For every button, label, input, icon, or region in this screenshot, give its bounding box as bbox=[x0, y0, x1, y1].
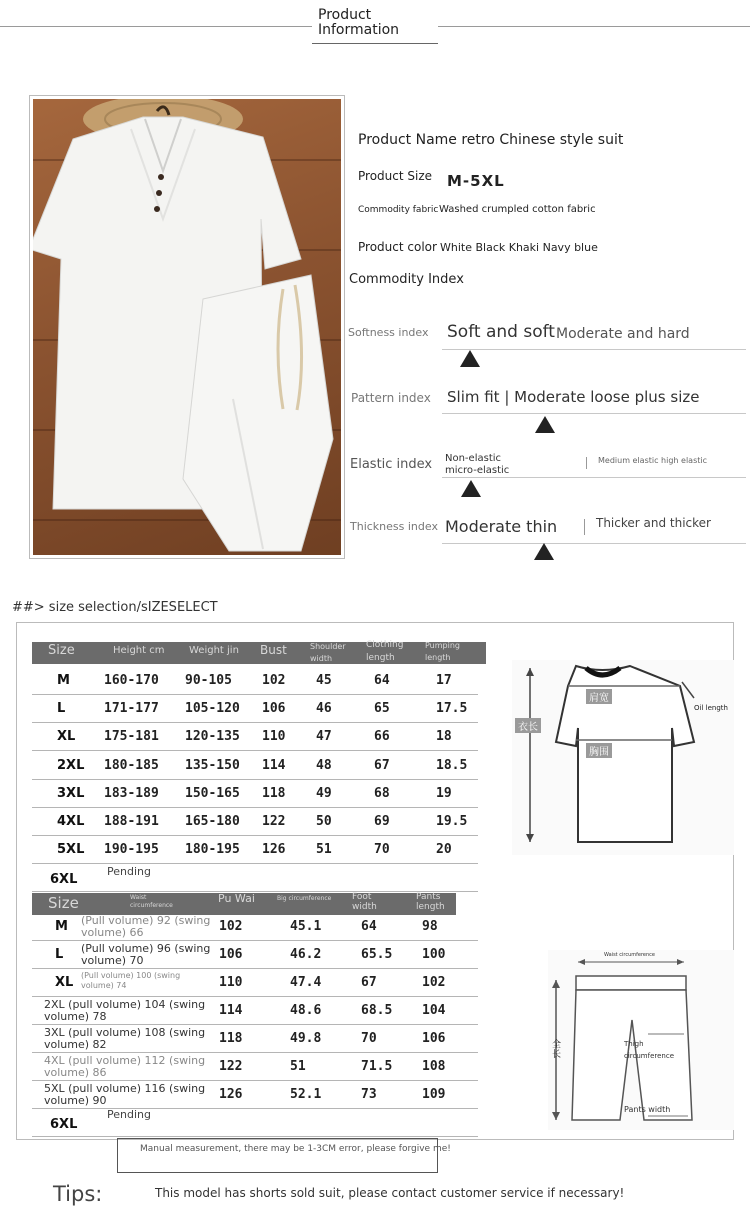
product-size-label: Product Size bbox=[358, 169, 433, 183]
shirt-cell: 175-181 bbox=[104, 729, 159, 745]
pants-pull-volume: (Pull volume) 96 (swing volume) 70 bbox=[81, 942, 211, 967]
table-row-divider bbox=[32, 750, 478, 751]
shirt-cell: 183-189 bbox=[104, 785, 159, 801]
table-row-divider bbox=[32, 779, 478, 780]
elastic-index-label: Elastic index bbox=[350, 457, 433, 472]
pants-cell-len: 108 bbox=[422, 1059, 446, 1074]
shirt-cell: 180-195 bbox=[185, 842, 240, 858]
shirt-row-size: 4XL bbox=[57, 814, 85, 829]
shirt-cell: 165-180 bbox=[185, 814, 240, 829]
pants-length-label: 全长 bbox=[552, 1040, 562, 1060]
shirt-6xl-pending: Pending bbox=[107, 865, 151, 878]
pants-row-size: L bbox=[55, 947, 64, 962]
elastic-scale bbox=[442, 477, 746, 478]
pants-row-size: XL bbox=[55, 975, 74, 990]
pants-cell-len: 100 bbox=[422, 947, 446, 962]
elastic-right: Medium elastic high elastic bbox=[598, 456, 708, 465]
fabric-value: Washed crumpled cotton fabric bbox=[439, 204, 596, 215]
pants-cell-big: 45.1 bbox=[290, 919, 322, 934]
pants-cell-foot: 71.5 bbox=[361, 1059, 393, 1074]
pattern-marker bbox=[535, 416, 555, 433]
product-name: Product Name retro Chinese style suit bbox=[358, 132, 624, 148]
shirt-cell: 150-165 bbox=[185, 785, 240, 801]
th-bust: Bust bbox=[260, 643, 287, 657]
pth-size: Size bbox=[48, 894, 79, 912]
pants-cell-big: 47.4 bbox=[290, 975, 322, 990]
pth-puwai: Pu Wai bbox=[218, 892, 255, 905]
product-size-value: M-5XL bbox=[447, 172, 505, 190]
shirt-cell: 171-177 bbox=[104, 701, 159, 717]
shirt-cell: 105-120 bbox=[185, 701, 240, 717]
th-size: Size bbox=[48, 643, 75, 658]
shirt-cell: 45 bbox=[316, 673, 332, 688]
shirt-cell: 19.5 bbox=[436, 814, 468, 829]
shirt-diagram bbox=[512, 660, 734, 855]
shirt-cell: 102 bbox=[262, 673, 286, 688]
table-row-divider bbox=[32, 940, 478, 941]
thickness-divider bbox=[584, 519, 585, 535]
table-row-divider bbox=[32, 694, 478, 695]
softness-left: Soft and soft bbox=[447, 322, 555, 342]
pants-cell-pw: 102 bbox=[219, 919, 243, 934]
shirt-row-size: XL bbox=[57, 729, 76, 745]
shirt-cell: 17.5 bbox=[436, 701, 468, 717]
shirt-cell: 120-135 bbox=[185, 729, 240, 745]
pants-pull-volume: 4XL (pull volume) 112 (swing volume) 86 bbox=[44, 1054, 206, 1079]
shirt-cell: 51 bbox=[316, 842, 332, 858]
table-row-divider bbox=[32, 807, 478, 808]
shirt-row-size: 2XL bbox=[57, 757, 85, 773]
color-label: Product color bbox=[358, 240, 437, 254]
pants-cell-big: 51 bbox=[290, 1059, 306, 1074]
pants-cell-len: 102 bbox=[422, 975, 446, 990]
table-row-divider bbox=[32, 968, 478, 969]
thickness-index-label: Thickness index bbox=[350, 520, 438, 533]
pattern-text: Slim fit | Moderate loose plus size bbox=[447, 388, 700, 406]
page-title: Product Information bbox=[318, 7, 400, 38]
shirt-cell: 122 bbox=[262, 814, 286, 829]
shirt-cell: 65 bbox=[374, 701, 390, 717]
pants-cell-foot: 73 bbox=[361, 1087, 377, 1102]
th-shoulder: Shoulder width bbox=[310, 642, 346, 663]
pants-cell-pw: 106 bbox=[219, 947, 243, 962]
shirt-cell: 135-150 bbox=[185, 757, 240, 773]
header-line-right bbox=[438, 26, 750, 27]
elastic-left: Non-elastic micro-elastic bbox=[445, 453, 510, 476]
pth-big: Big circumference bbox=[277, 895, 332, 902]
shirt-cell: 48 bbox=[316, 757, 332, 773]
pants-cell-len: 98 bbox=[422, 919, 438, 934]
pants-cell-len: 109 bbox=[422, 1087, 446, 1102]
commodity-index-title: Commodity Index bbox=[349, 272, 464, 287]
size-selection-heading: ##> size selection/sIZESELECT bbox=[12, 600, 218, 615]
shirt-cell: 126 bbox=[262, 842, 286, 858]
pth-foot: Foot width bbox=[352, 892, 377, 912]
thickness-left: Moderate thin bbox=[445, 517, 558, 536]
pants-cell-pw: 122 bbox=[219, 1059, 243, 1074]
shirt-row-size: M bbox=[57, 673, 70, 688]
table-row-divider bbox=[32, 1024, 478, 1025]
shirt-cell: 20 bbox=[436, 842, 452, 858]
pants-cell-big: 52.1 bbox=[290, 1087, 322, 1102]
pants-cell-foot: 67 bbox=[361, 975, 377, 990]
shirt-cell: 90-105 bbox=[185, 673, 232, 688]
color-value: White Black Khaki Navy blue bbox=[440, 241, 598, 254]
pants-cell-pw: 126 bbox=[219, 1087, 243, 1102]
pants-pull-volume: 2XL (pull volume) 104 (swing volume) 78 bbox=[44, 998, 206, 1023]
shirt-cell: 50 bbox=[316, 814, 332, 829]
pants-cell-len: 104 bbox=[422, 1003, 446, 1018]
table-row-divider bbox=[32, 835, 478, 836]
pants-pull-volume: 5XL (pull volume) 116 (swing volume) 90 bbox=[44, 1082, 206, 1107]
table-row-divider bbox=[32, 1052, 478, 1053]
elastic-divider bbox=[586, 457, 587, 469]
table-row-divider bbox=[32, 863, 478, 864]
shirt-size-6xl: 6XL bbox=[50, 872, 78, 887]
pants-cell-pw: 114 bbox=[219, 1003, 243, 1018]
softness-index-label: Softness index bbox=[348, 326, 429, 339]
softness-scale bbox=[442, 349, 746, 350]
th-pumping-length: Pumping length bbox=[425, 641, 460, 662]
pattern-index-label: Pattern index bbox=[351, 391, 431, 405]
shirt-cell: 68 bbox=[374, 785, 390, 801]
thickness-scale bbox=[442, 543, 746, 544]
table-row-divider bbox=[32, 996, 478, 997]
pants-table-bottom bbox=[32, 1136, 478, 1137]
pants-pull-volume: 3XL (pull volume) 108 (swing volume) 82 bbox=[44, 1026, 206, 1051]
pants-cell-len: 106 bbox=[422, 1031, 446, 1046]
shirt-cell: 188-191 bbox=[104, 814, 159, 829]
shirt-cell: 180-185 bbox=[104, 757, 159, 773]
measurement-note: Manual measurement, there may be 1-3CM error, please forgive me! bbox=[140, 1144, 451, 1154]
pants-row-size: M bbox=[55, 919, 68, 934]
shirt-cell: 17 bbox=[436, 673, 452, 688]
pants-cell-foot: 70 bbox=[361, 1031, 377, 1046]
tips-label: Tips: bbox=[53, 1182, 103, 1206]
shirt-length-label: 衣长 bbox=[515, 718, 541, 733]
shirt-cell: 70 bbox=[374, 842, 390, 858]
pants-cell-big: 48.6 bbox=[290, 1003, 322, 1018]
shirt-chest-label: 胸围 bbox=[586, 743, 612, 758]
th-clothing-length: Clothing length bbox=[366, 640, 404, 663]
th-weight: Weight jin bbox=[189, 645, 239, 656]
shirt-row-size: 5XL bbox=[57, 842, 85, 858]
pants-cell-big: 49.8 bbox=[290, 1031, 322, 1046]
shirt-cell: 114 bbox=[262, 757, 286, 773]
pants-cell-pw: 118 bbox=[219, 1031, 243, 1046]
pants-thigh-label: Thigh circumference bbox=[624, 1040, 675, 1060]
thickness-marker bbox=[534, 543, 554, 560]
fabric-label: Commodity fabric bbox=[358, 205, 439, 215]
pth-length: Pants length bbox=[416, 892, 445, 912]
softness-marker bbox=[460, 350, 480, 367]
pants-cell-foot: 68.5 bbox=[361, 1003, 393, 1018]
shirt-cell: 64 bbox=[374, 673, 390, 688]
pants-size-6xl: 6XL bbox=[50, 1117, 78, 1132]
pants-diagram bbox=[548, 950, 734, 1130]
softness-right: Moderate and hard bbox=[556, 326, 690, 342]
pants-cell-big: 46.2 bbox=[290, 947, 322, 962]
shirt-cell: 46 bbox=[316, 701, 332, 717]
shirt-cell: 67 bbox=[374, 757, 390, 773]
pants-waist-label: Waist circumference bbox=[604, 952, 655, 958]
pattern-scale bbox=[442, 413, 746, 414]
table-row-divider bbox=[32, 1080, 478, 1081]
shirt-table-bottom bbox=[32, 891, 478, 892]
pants-cell-foot: 65.5 bbox=[361, 947, 393, 962]
thickness-right: Thicker and thicker bbox=[596, 516, 711, 530]
table-row-divider bbox=[32, 722, 478, 723]
shirt-cell: 118 bbox=[262, 785, 286, 801]
elastic-marker bbox=[461, 480, 481, 497]
shirt-cell: 19 bbox=[436, 785, 452, 801]
shirt-cell: 190-195 bbox=[104, 842, 159, 858]
pants-cell-pw: 110 bbox=[219, 975, 243, 990]
shirt-oil-length-label: Oil length bbox=[694, 704, 728, 712]
shirt-cell: 66 bbox=[374, 729, 390, 745]
shirt-cell: 18 bbox=[436, 729, 452, 745]
shirt-cell: 47 bbox=[316, 729, 332, 745]
shirt-shoulder-label: 肩宽 bbox=[586, 689, 612, 704]
shirt-cell: 160-170 bbox=[104, 673, 159, 688]
shirt-cell: 106 bbox=[262, 701, 286, 717]
shirt-cell: 110 bbox=[262, 729, 286, 745]
product-photo bbox=[29, 95, 345, 559]
tips-text: This model has shorts sold suit, please contact customer service if necessary! bbox=[155, 1186, 625, 1200]
header-line-left bbox=[0, 26, 312, 27]
shirt-row-size: 3XL bbox=[57, 785, 85, 801]
shirt-cell: 18.5 bbox=[436, 757, 468, 773]
table-row-divider bbox=[32, 1108, 478, 1109]
pants-pull-volume: (Pull volume) 100 (swing volume) 74 bbox=[81, 971, 181, 990]
shirt-cell: 49 bbox=[316, 785, 332, 801]
pants-cell-foot: 64 bbox=[361, 919, 377, 934]
th-height: Height cm bbox=[113, 645, 165, 656]
pth-waist: Waist circumference bbox=[130, 894, 173, 909]
shirt-cell: 69 bbox=[374, 814, 390, 829]
pants-6xl-pending: Pending bbox=[107, 1108, 151, 1121]
shirt-row-size: L bbox=[57, 701, 66, 717]
pants-width-label: Pants width bbox=[624, 1105, 671, 1114]
suit-illustration bbox=[33, 99, 341, 555]
pants-pull-volume: (Pull volume) 92 (swing volume) 66 bbox=[81, 914, 211, 939]
